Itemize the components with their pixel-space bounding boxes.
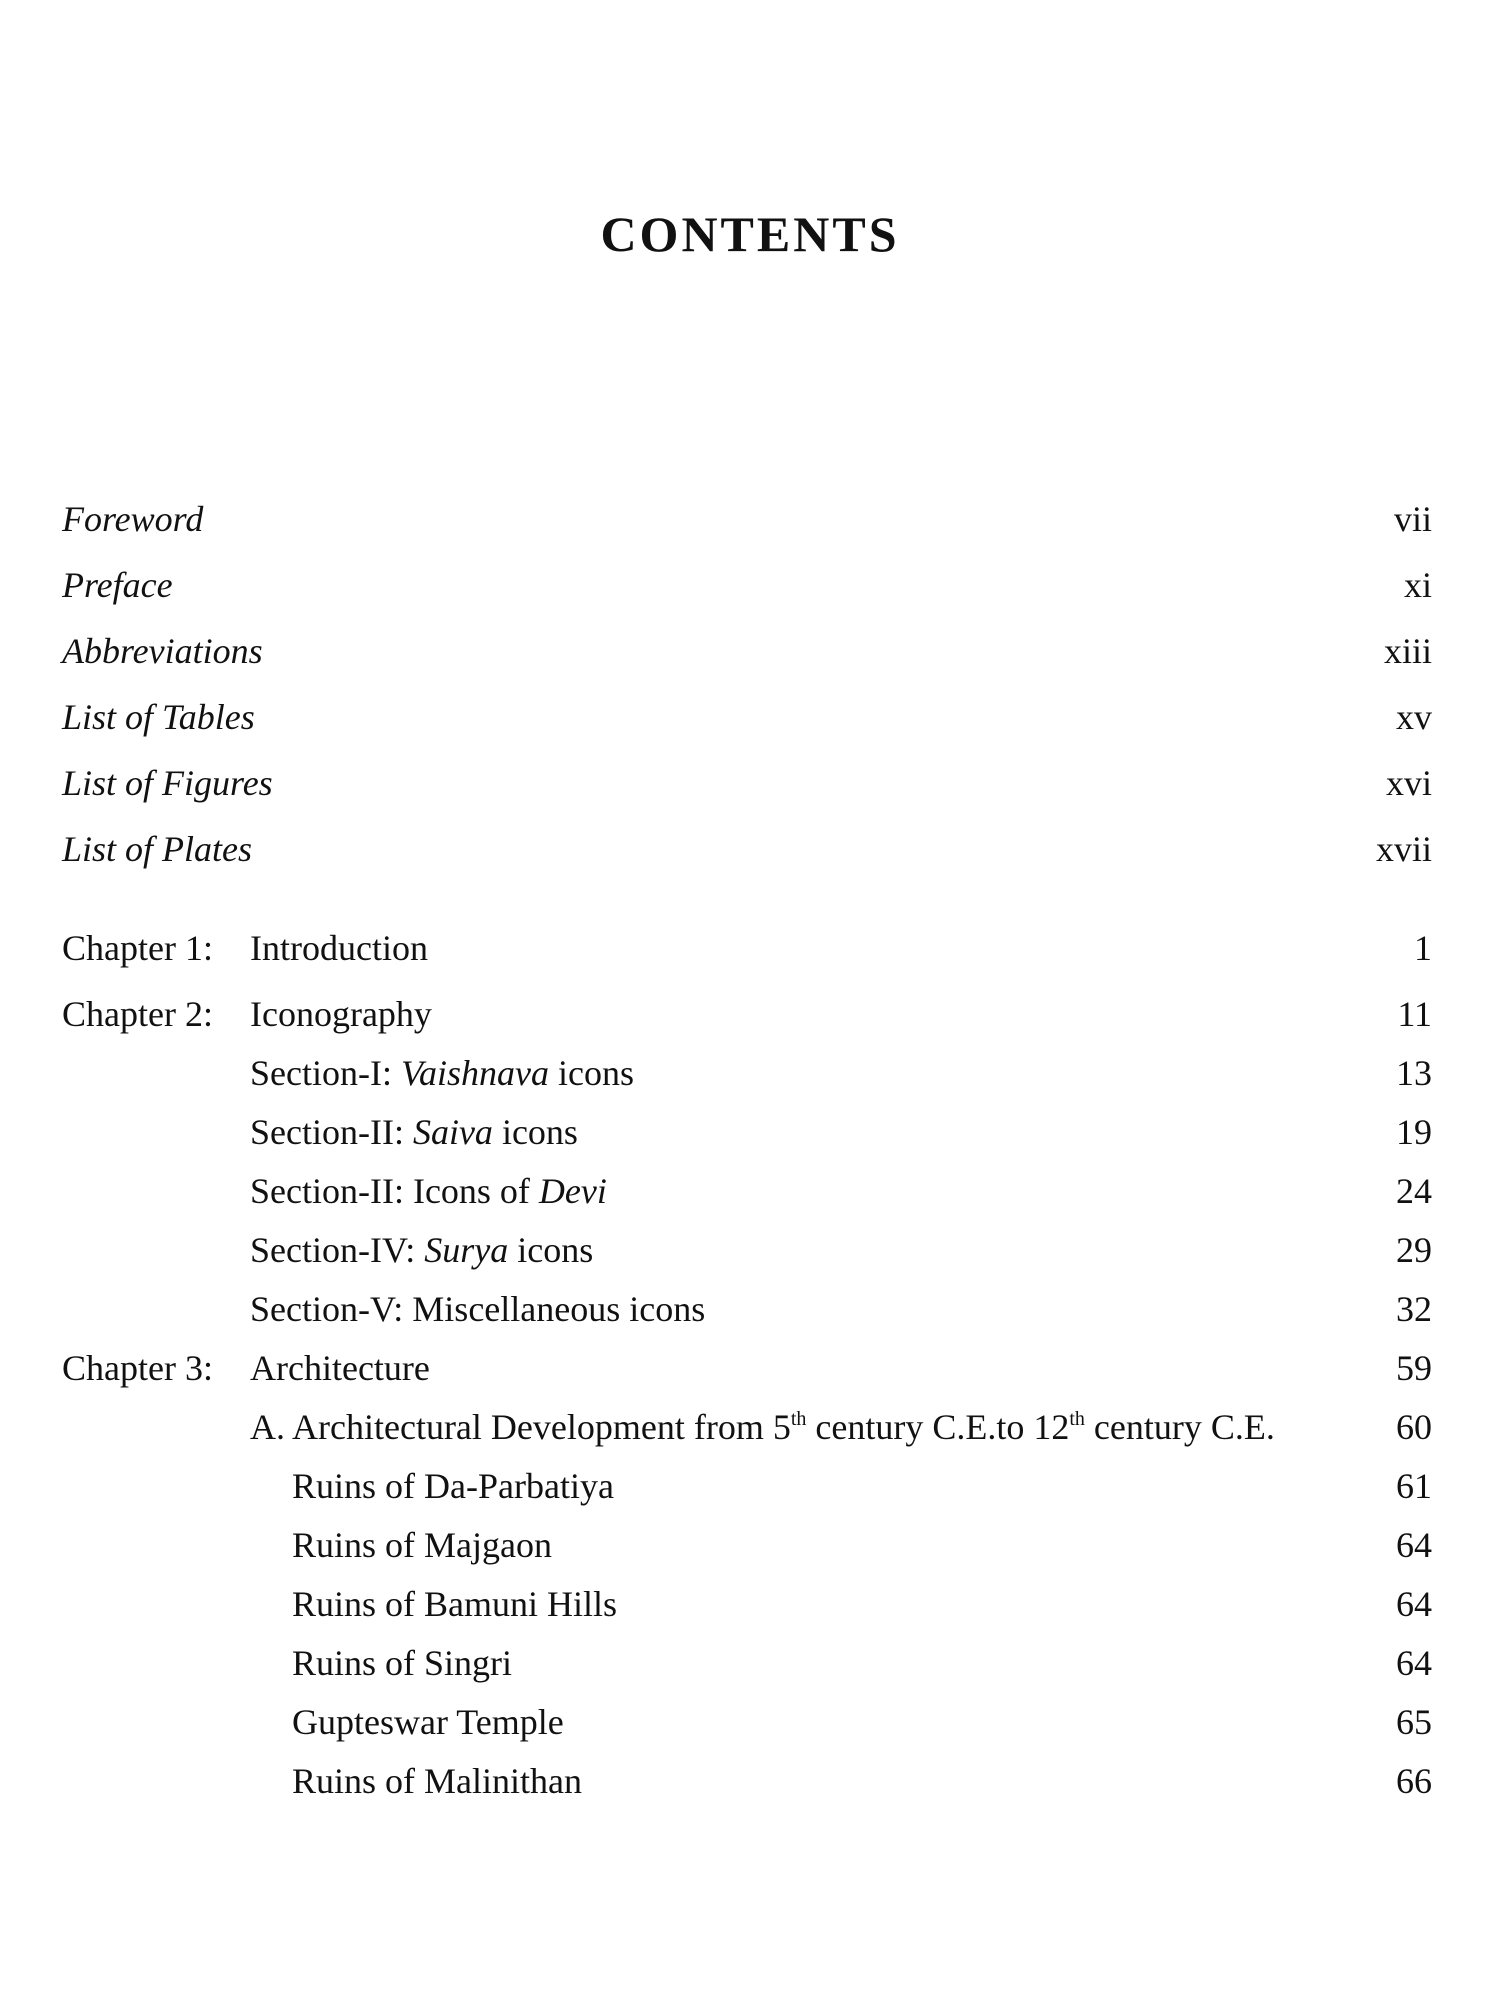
toc-section-1 (62, 1048, 1432, 1098)
toc-subentry (62, 1638, 1432, 1688)
subentry-label: Ruins of Majgaon (292, 1525, 552, 1565)
chapter-title: Architecture (250, 1348, 430, 1388)
entry-page: xiii (1383, 631, 1432, 671)
toc-entry-list-of-tables (62, 692, 1432, 742)
section-label: Section-II: Saiva icons (250, 1112, 578, 1152)
chapter-title: Introduction (250, 928, 428, 968)
entry-label: Abbreviations (62, 631, 263, 671)
entry-page: 19 (1396, 1112, 1432, 1152)
entry-page: 29 (1396, 1230, 1432, 1270)
section-label: Section-II: Icons of Devi (250, 1171, 607, 1211)
subentry-label: Ruins of Malinithan (292, 1761, 582, 1801)
toc-subentry (62, 1579, 1432, 1629)
toc-section-5 (62, 1284, 1432, 1334)
entry-page: 65 (1396, 1702, 1432, 1742)
entry-page: 32 (1396, 1289, 1432, 1329)
entry-label: Preface (62, 565, 173, 605)
entry-page: 11 (1397, 994, 1432, 1034)
entry-page: xvi (1385, 763, 1432, 803)
entry-page: 24 (1396, 1171, 1432, 1211)
chapter-label: Chapter 2: (62, 994, 213, 1034)
toc-section-2 (62, 1107, 1432, 1157)
entry-page: xv (1396, 697, 1432, 737)
section-label: Section-V: Miscellaneous icons (250, 1289, 706, 1329)
entry-page: xvii (1375, 829, 1432, 869)
entry-page: 64 (1396, 1525, 1432, 1565)
entry-page: 61 (1396, 1466, 1432, 1506)
toc-subentry (62, 1756, 1432, 1806)
section-label: A. Architectural Development from 5th century C.E.to 12th century C.E. (250, 1407, 1275, 1447)
entry-page: xi (1403, 565, 1432, 605)
entry-page: 64 (1396, 1643, 1432, 1683)
page-title: CONTENTS (600, 206, 900, 262)
entry-page: 66 (1396, 1761, 1432, 1801)
entry-label: List of Tables (62, 697, 255, 737)
entry-page: vii (1393, 499, 1432, 539)
toc-entry-list-of-plates (62, 824, 1432, 874)
toc-subentry (62, 1461, 1432, 1511)
entry-label: List of Figures (62, 763, 273, 803)
entry-page: 59 (1396, 1348, 1432, 1388)
chapter-title: Iconography (250, 994, 432, 1034)
toc-chapter-3 (62, 1343, 1432, 1393)
entry-page: 1 (1414, 928, 1432, 968)
entry-label: Foreword (62, 499, 204, 539)
chapter-label: Chapter 3: (62, 1348, 213, 1388)
toc-subentry (62, 1697, 1432, 1747)
toc-section-4 (62, 1225, 1432, 1275)
subentry-label: Ruins of Singri (292, 1643, 513, 1683)
entry-page: 60 (1396, 1407, 1432, 1447)
entry-page: 13 (1396, 1053, 1432, 1093)
subentry-label: Ruins of Bamuni Hills (292, 1584, 618, 1624)
toc-entry-abbreviations (62, 626, 1432, 676)
toc-section-3 (62, 1166, 1432, 1216)
toc-chapter-2 (62, 989, 1432, 1039)
toc-section-a (62, 1402, 1432, 1452)
toc-entry-preface (62, 560, 1432, 610)
entry-page: 64 (1396, 1584, 1432, 1624)
toc-entry-list-of-figures (62, 758, 1432, 808)
chapter-label: Chapter 1: (62, 928, 213, 968)
section-label: Section-IV: Surya icons (250, 1230, 594, 1270)
toc-subentry (62, 1520, 1432, 1570)
subentry-label: Gupteswar Temple (292, 1702, 564, 1742)
subentry-label: Ruins of Da-Parbatiya (292, 1466, 614, 1506)
section-label: Section-I: Vaishnava icons (250, 1053, 634, 1093)
toc-chapter-1 (62, 923, 1432, 973)
toc-entry-foreword (62, 494, 1432, 544)
entry-label: List of Plates (62, 829, 253, 869)
